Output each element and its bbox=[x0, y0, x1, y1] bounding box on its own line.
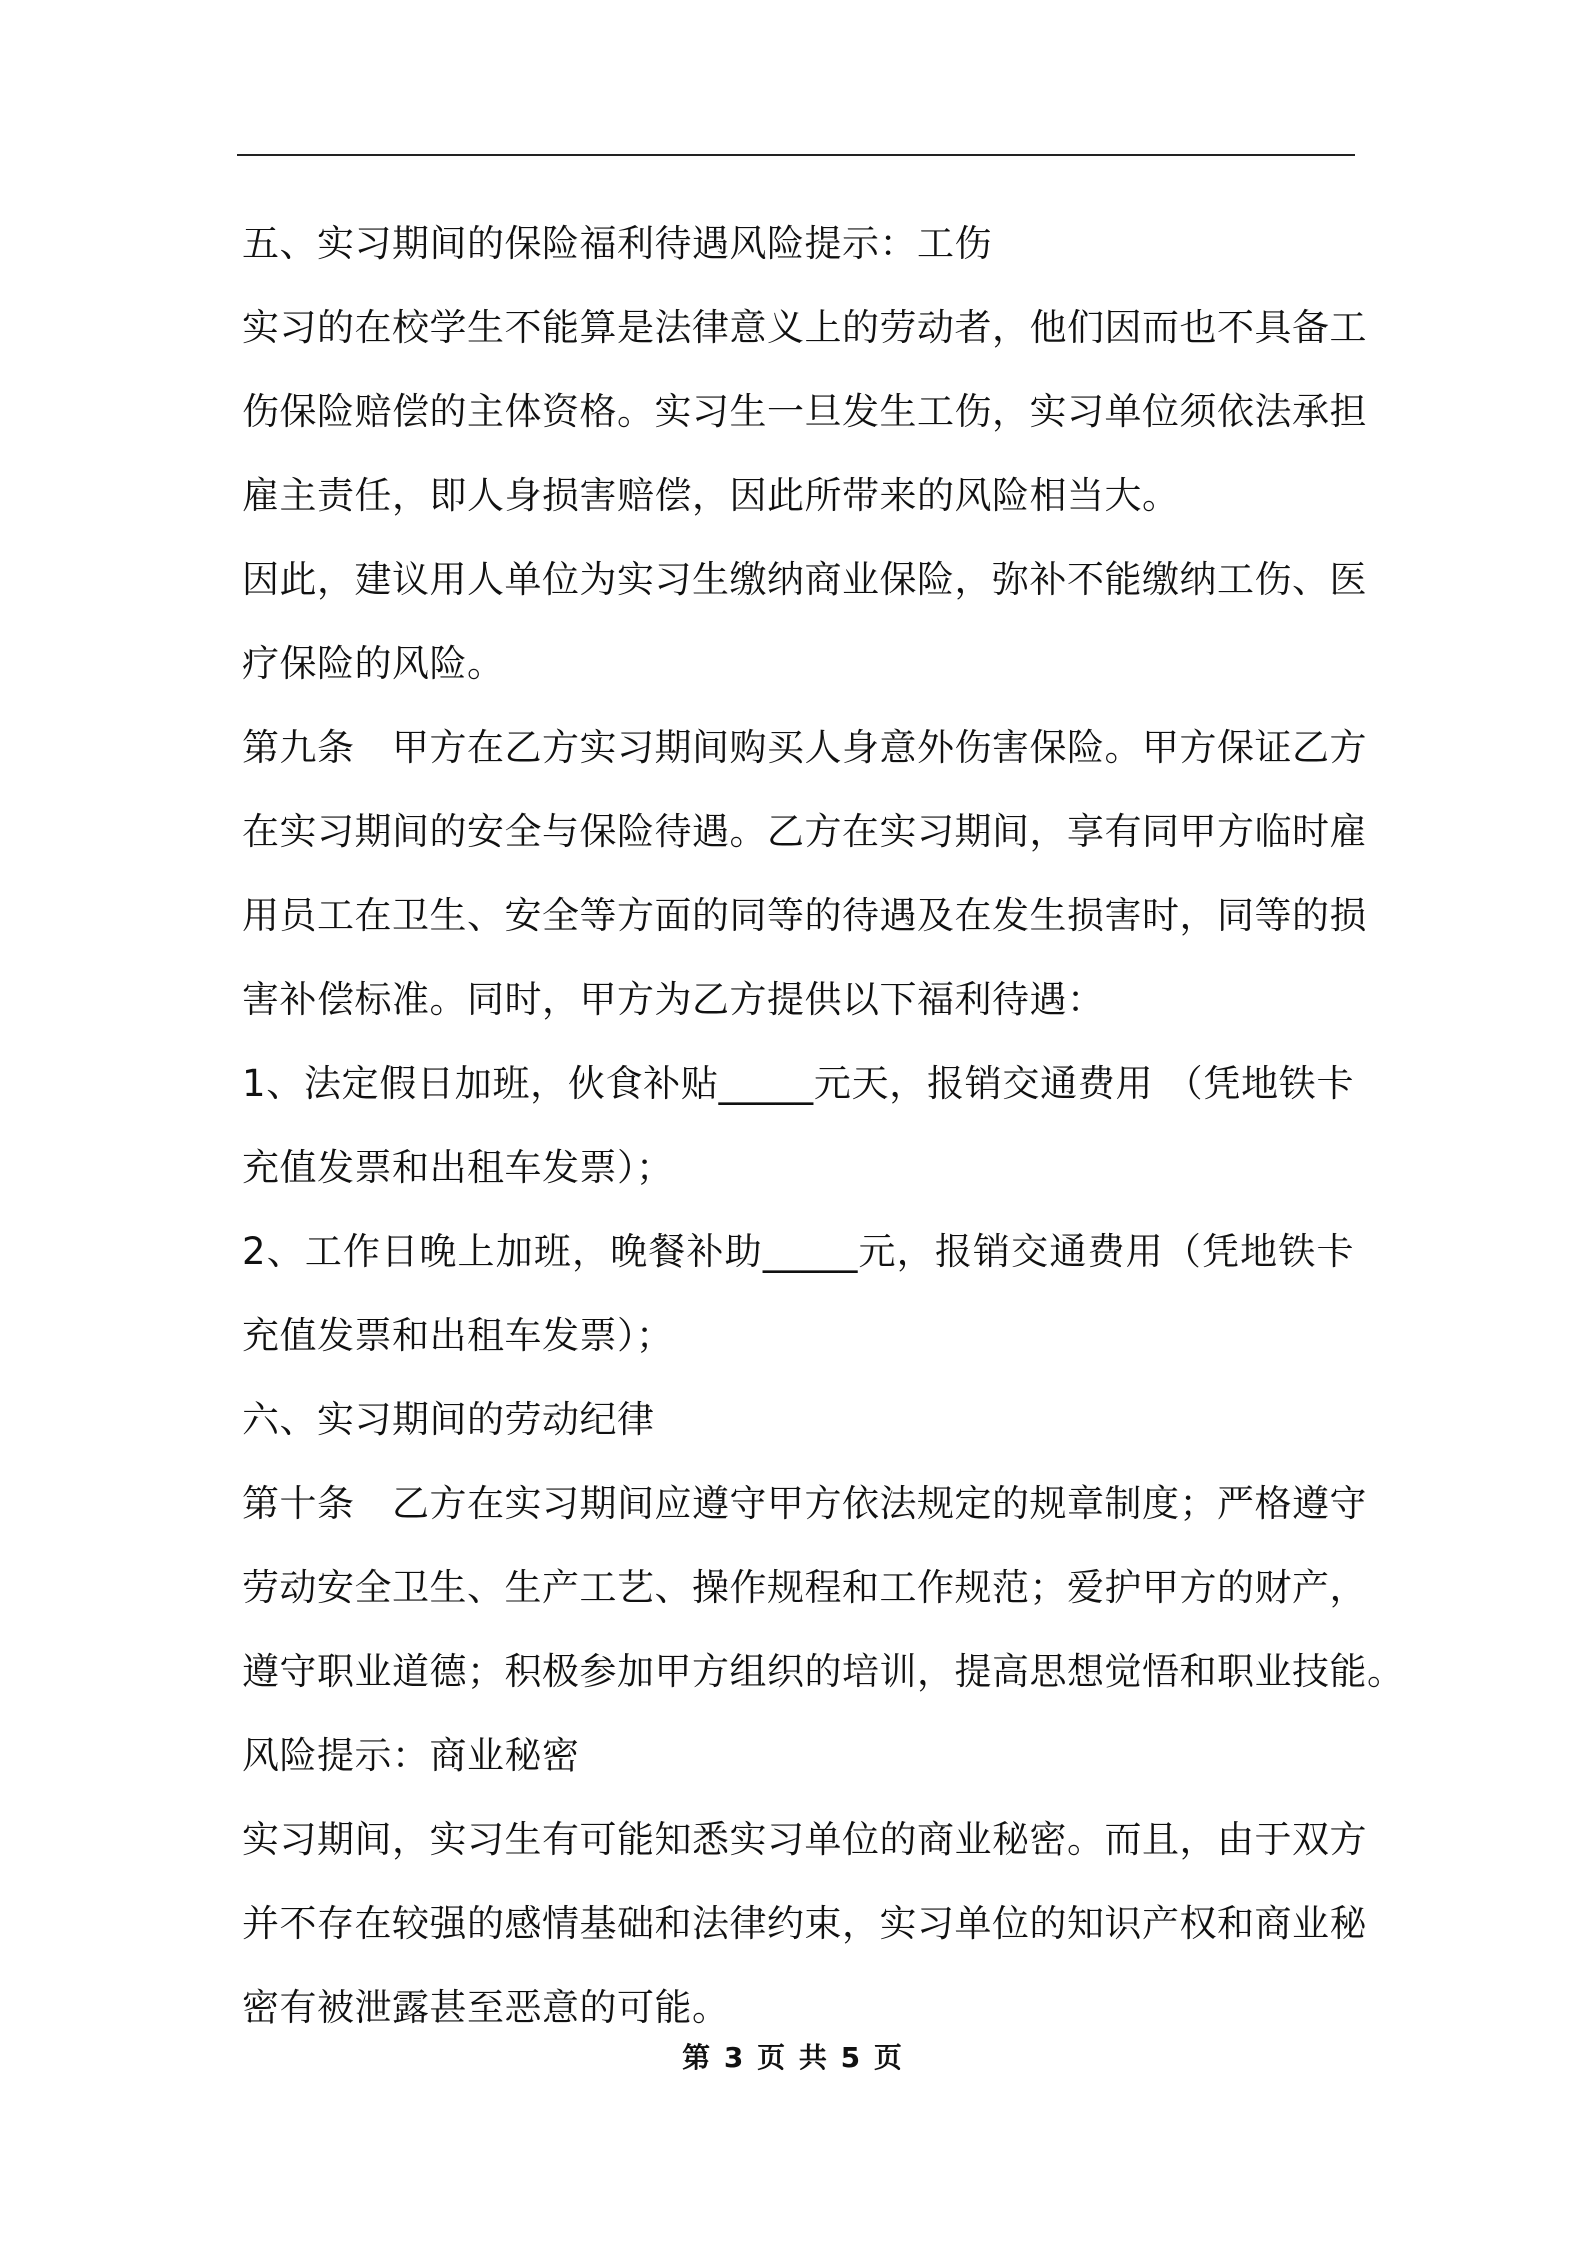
text-line: 密有被泄露甚至恶意的可能。 bbox=[242, 1986, 730, 2029]
text-line: 在实习期间的安全与保险待遇。乙方在实习期间，享有同甲方临时雇 bbox=[242, 810, 1367, 853]
body-text bbox=[242, 202, 1405, 2050]
benefit-item-2: 2、工作日晚上加班，晚餐补助_____元，报销交通费用（凭地铁卡 bbox=[242, 1230, 1354, 1273]
page-number-footer: 第 3 页 共 5 页 bbox=[682, 2041, 904, 2074]
text-line: 害补偿标准。同时，甲方为乙方提供以下福利待遇： bbox=[242, 978, 1105, 1021]
text-line: 劳动安全卫生、生产工艺、操作规程和工作规范；爱护甲方的财产， bbox=[242, 1566, 1367, 1609]
text-line: 疗保险的风险。 bbox=[242, 642, 505, 685]
risk-heading-trade-secret: 风险提示：商业秘密 bbox=[242, 1734, 580, 1777]
section-heading-discipline: 六、实习期间的劳动纪律 bbox=[242, 1398, 655, 1441]
text-line: 因此，建议用人单位为实习生缴纳商业保险，弥补不能缴纳工伤、医 bbox=[242, 558, 1367, 601]
article-10-line: 第十条 乙方在实习期间应遵守甲方依法规定的规章制度；严格遵守 bbox=[242, 1482, 1367, 1525]
text-line: 并不存在较强的感情基础和法律约束，实习单位的知识产权和商业秘 bbox=[242, 1902, 1367, 1945]
text-line: 实习的在校学生不能算是法律意义上的劳动者，他们因而也不具备工 bbox=[242, 306, 1367, 349]
text-line: 实习期间，实习生有可能知悉实习单位的商业秘密。而且，由于双方 bbox=[242, 1818, 1367, 1861]
section-heading-insurance: 五、实习期间的保险福利待遇风险提示：工伤 bbox=[242, 222, 992, 265]
text-line: 充值发票和出租车发票）； bbox=[242, 1146, 674, 1189]
header-rule bbox=[237, 154, 1355, 156]
benefit-item-1: 1、法定假日加班，伙食补贴_____元天，报销交通费用 （凭地铁卡 bbox=[242, 1062, 1354, 1105]
text-line: 雇主责任，即人身损害赔偿，因此所带来的风险相当大。 bbox=[242, 474, 1180, 517]
article-9-line: 第九条 甲方在乙方实习期间购买人身意外伤害保险。甲方保证乙方 bbox=[242, 726, 1367, 769]
text-line: 充值发票和出租车发票）； bbox=[242, 1314, 674, 1357]
text-line: 遵守职业道德；积极参加甲方组织的培训，提高思想觉悟和职业技能。 bbox=[242, 1650, 1405, 1693]
text-line: 用员工在卫生、安全等方面的同等的待遇及在发生损害时，同等的损 bbox=[242, 894, 1367, 937]
text-line: 伤保险赔偿的主体资格。实习生一旦发生工伤，实习单位须依法承担 bbox=[242, 390, 1367, 433]
